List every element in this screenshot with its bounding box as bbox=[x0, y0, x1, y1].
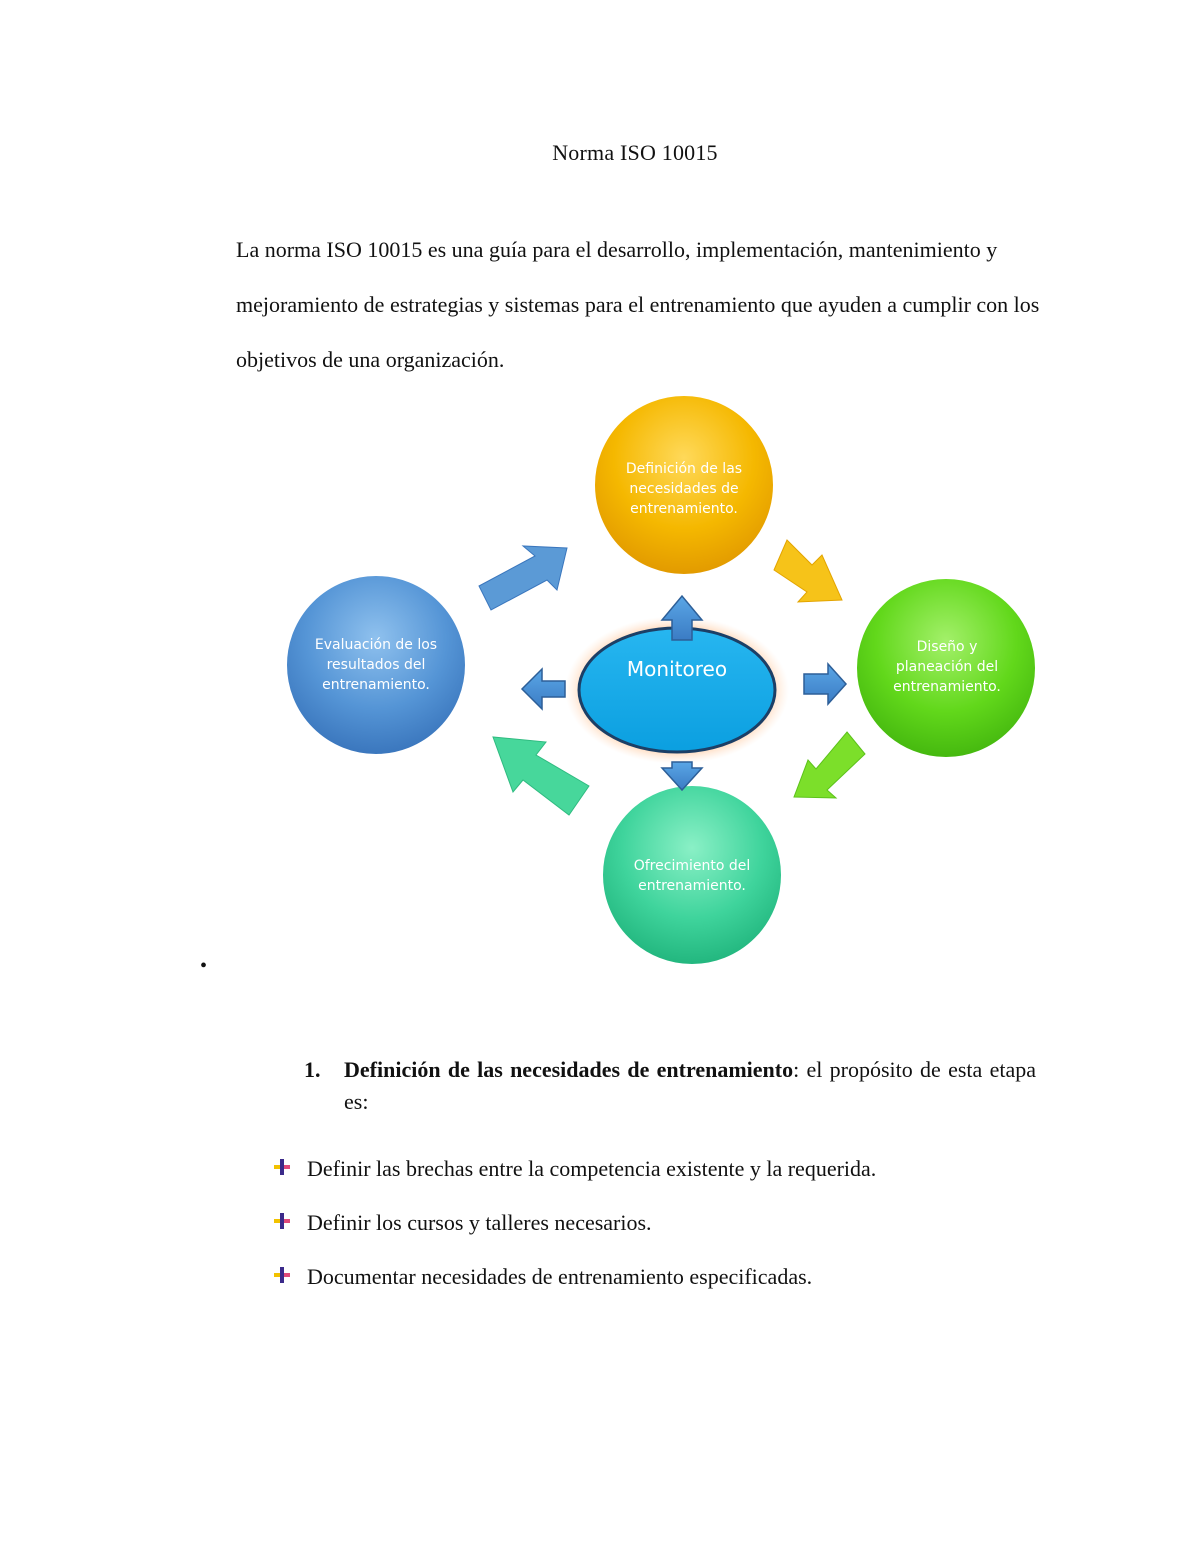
list-item bbox=[272, 1142, 1072, 1196]
requirements-list bbox=[272, 1142, 1072, 1304]
node-label-ofrecimiento: Ofrecimiento del entrenamiento. bbox=[633, 858, 751, 894]
center-label-monitoreo: Monitoreo bbox=[626, 657, 728, 681]
list-item-text: Documentar necesidades de entrenamiento especificadas. bbox=[307, 1264, 813, 1289]
cross-bullet-icon bbox=[272, 1211, 292, 1231]
stray-bullet: • bbox=[200, 955, 208, 977]
cycle-arrow-diseno-to-ofrecimiento bbox=[794, 732, 865, 798]
section-1 bbox=[304, 1054, 1036, 1118]
section-1-text: : el propósito de esta etapa es: bbox=[344, 1057, 1036, 1114]
arrow-right-icon bbox=[804, 664, 846, 704]
node-label-diseno: Diseño y planeación del entrenamiento. bbox=[893, 639, 1001, 695]
cycle-arrow-ofrecimiento-to-evaluacion bbox=[493, 737, 589, 815]
cross-bullet-icon bbox=[272, 1157, 292, 1177]
node-label-evaluacion: Evaluación de los resultados del entrenamiento. bbox=[314, 637, 438, 693]
list-item bbox=[272, 1250, 1072, 1304]
cycle-arrow-definicion-to-diseno bbox=[774, 540, 842, 602]
list-item-text: Definir las brechas entre la competencia existente y la requerida. bbox=[307, 1156, 877, 1181]
document-title: Norma ISO 10015 bbox=[552, 140, 718, 165]
intro-paragraph: La norma ISO 10015 es una guía para el desarrollo, implementación, mantenimiento y mejoramiento de estrategias y sistemas para el entrenamiento que ayuden a cumplir con los objetivos de una organización. bbox=[236, 237, 1040, 372]
section-1-heading: Definición de las necesidades de entrenamiento bbox=[344, 1057, 794, 1082]
center-ellipse bbox=[579, 628, 775, 752]
arrow-left-icon bbox=[522, 669, 565, 709]
list-item bbox=[272, 1196, 1072, 1250]
cycle-arrow-evaluacion-to-definicion bbox=[479, 546, 567, 610]
list-item-text: Definir los cursos y talleres necesarios. bbox=[307, 1210, 652, 1235]
node-label-definicion: Definición de las necesidades de entrenamiento. bbox=[625, 461, 743, 517]
section-1-number: 1. bbox=[304, 1057, 321, 1082]
cross-bullet-icon bbox=[272, 1265, 292, 1285]
